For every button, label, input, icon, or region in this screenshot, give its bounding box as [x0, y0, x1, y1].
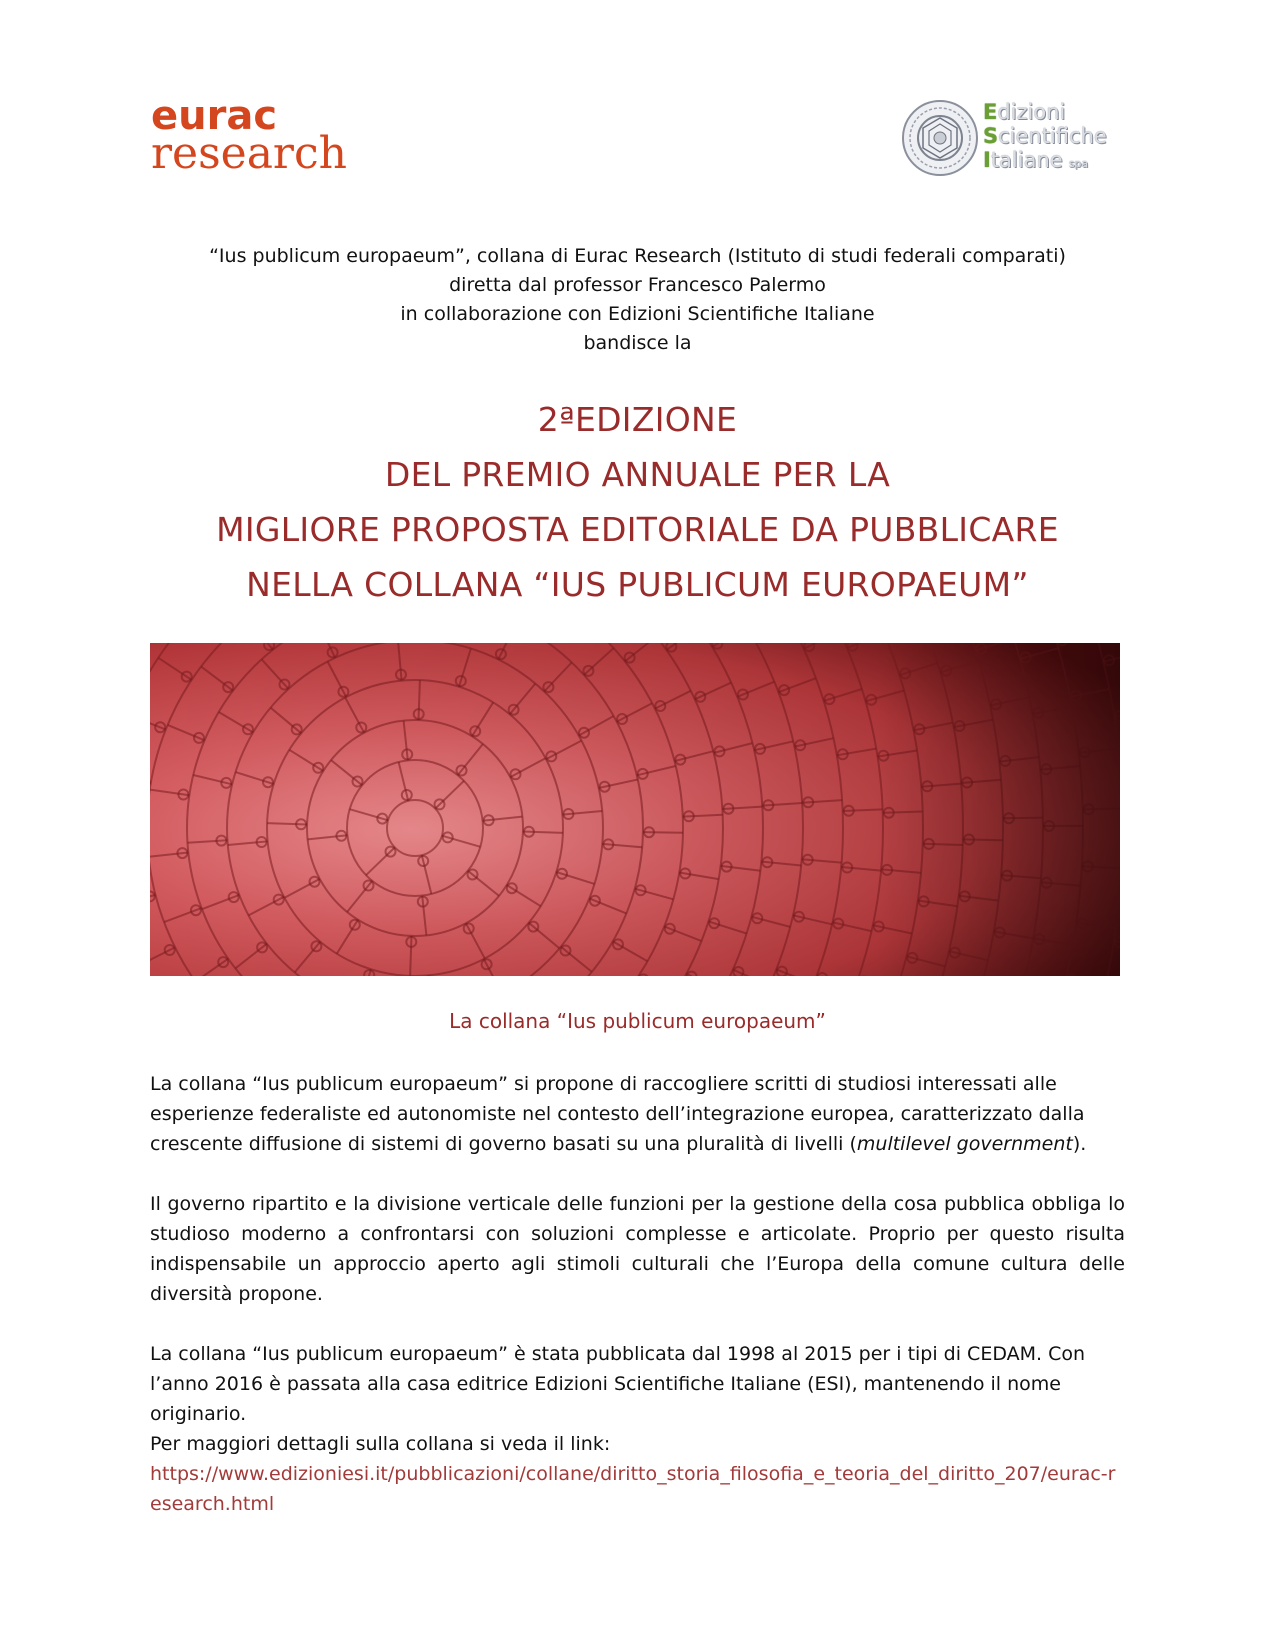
headline-line-4: NELLA COLLANA “IUS PUBLICUM EUROPAEUM” [246, 565, 1029, 604]
paragraph-2: Il governo ripartito e la divisione verticale delle funzioni per la gestione della cosa pubblica obbliga lo studioso moderno a confrontarsi con soluzioni complesse e articolate. Proprio per questo risulta indispensabile un approccio aperto agli stimoli culturali che l’Europa della comune cultura delle diversità propone. [150, 1193, 1125, 1305]
paragraph-1 [150, 1069, 1125, 1159]
red-jigsaw-puzzle-image [150, 643, 1120, 976]
paragraph-4 [150, 1429, 1125, 1519]
section-title: La collana “Ius publicum europaeum” [449, 1009, 826, 1033]
esi-initial-e: E [983, 100, 998, 124]
headline-line-1: 2ªEDIZIONE [537, 400, 738, 439]
paragraph-1-italic: multilevel government [856, 1133, 1073, 1155]
link-intro-text: Per maggiori dettagli sulla collana si veda il link: [150, 1433, 611, 1455]
headline-line-2: DEL PREMIO ANNUALE PER LA [384, 455, 891, 494]
intro-line-2: diretta dal professor Francesco Palermo [449, 274, 826, 296]
esi-logo-text [983, 100, 1107, 176]
esi-logo [900, 98, 1120, 178]
eurac-logo-line1: eurac [151, 93, 278, 139]
intro-block [150, 242, 1125, 358]
esi-spa-label: spa [1068, 157, 1089, 170]
intro-line-1: “Ius publicum europaeum”, collana di Eurac Research (Istituto di studi federali comparati) [209, 245, 1066, 267]
paragraph-1-text: La collana “Ius publicum europaeum” si propone di raccogliere scritti di studiosi interessati alle esperienze federaliste ed autonomiste nel contesto dell’integrazione europea, caratterizzato dalla crescente diffusione di sistemi di governo basati su una pluralità di livelli ( [150, 1073, 1085, 1155]
esi-initial-s: S [983, 124, 999, 148]
esi-initial-i: I [983, 148, 991, 172]
intro-line-3: in collaborazione con Edizioni Scientifiche Italiane [400, 303, 875, 325]
prize-headline [150, 392, 1125, 612]
intro-line-4: bandisce la [583, 332, 692, 354]
headline-line-3: MIGLIORE PROPOSTA EDITORIALE DA PUBBLICARE [216, 510, 1059, 549]
esi-word-3: taliane [990, 148, 1063, 172]
eurac-logo-line2: research [151, 128, 347, 179]
esi-word-1: dizioni [997, 100, 1066, 124]
collana-link[interactable]: https://www.edizioniesi.it/pubblicazioni/collane/diritto_storia_filosofia_e_teoria_del_diritto_207/eurac-research.html [150, 1463, 1116, 1515]
paragraph-3: La collana “Ius publicum europaeum” è stata pubblicata dal 1998 al 2015 per i tipi di CEDAM. Con l’anno 2016 è passata alla casa editrice Edizioni Scientifiche Italiane (ESI), mantenendo il nome originario. [150, 1343, 1086, 1425]
eurac-research-logo [151, 93, 347, 179]
paragraph-1-end: ). [1072, 1133, 1087, 1155]
esi-seal-icon [900, 98, 980, 178]
esi-word-2: cientifiche [998, 124, 1107, 148]
